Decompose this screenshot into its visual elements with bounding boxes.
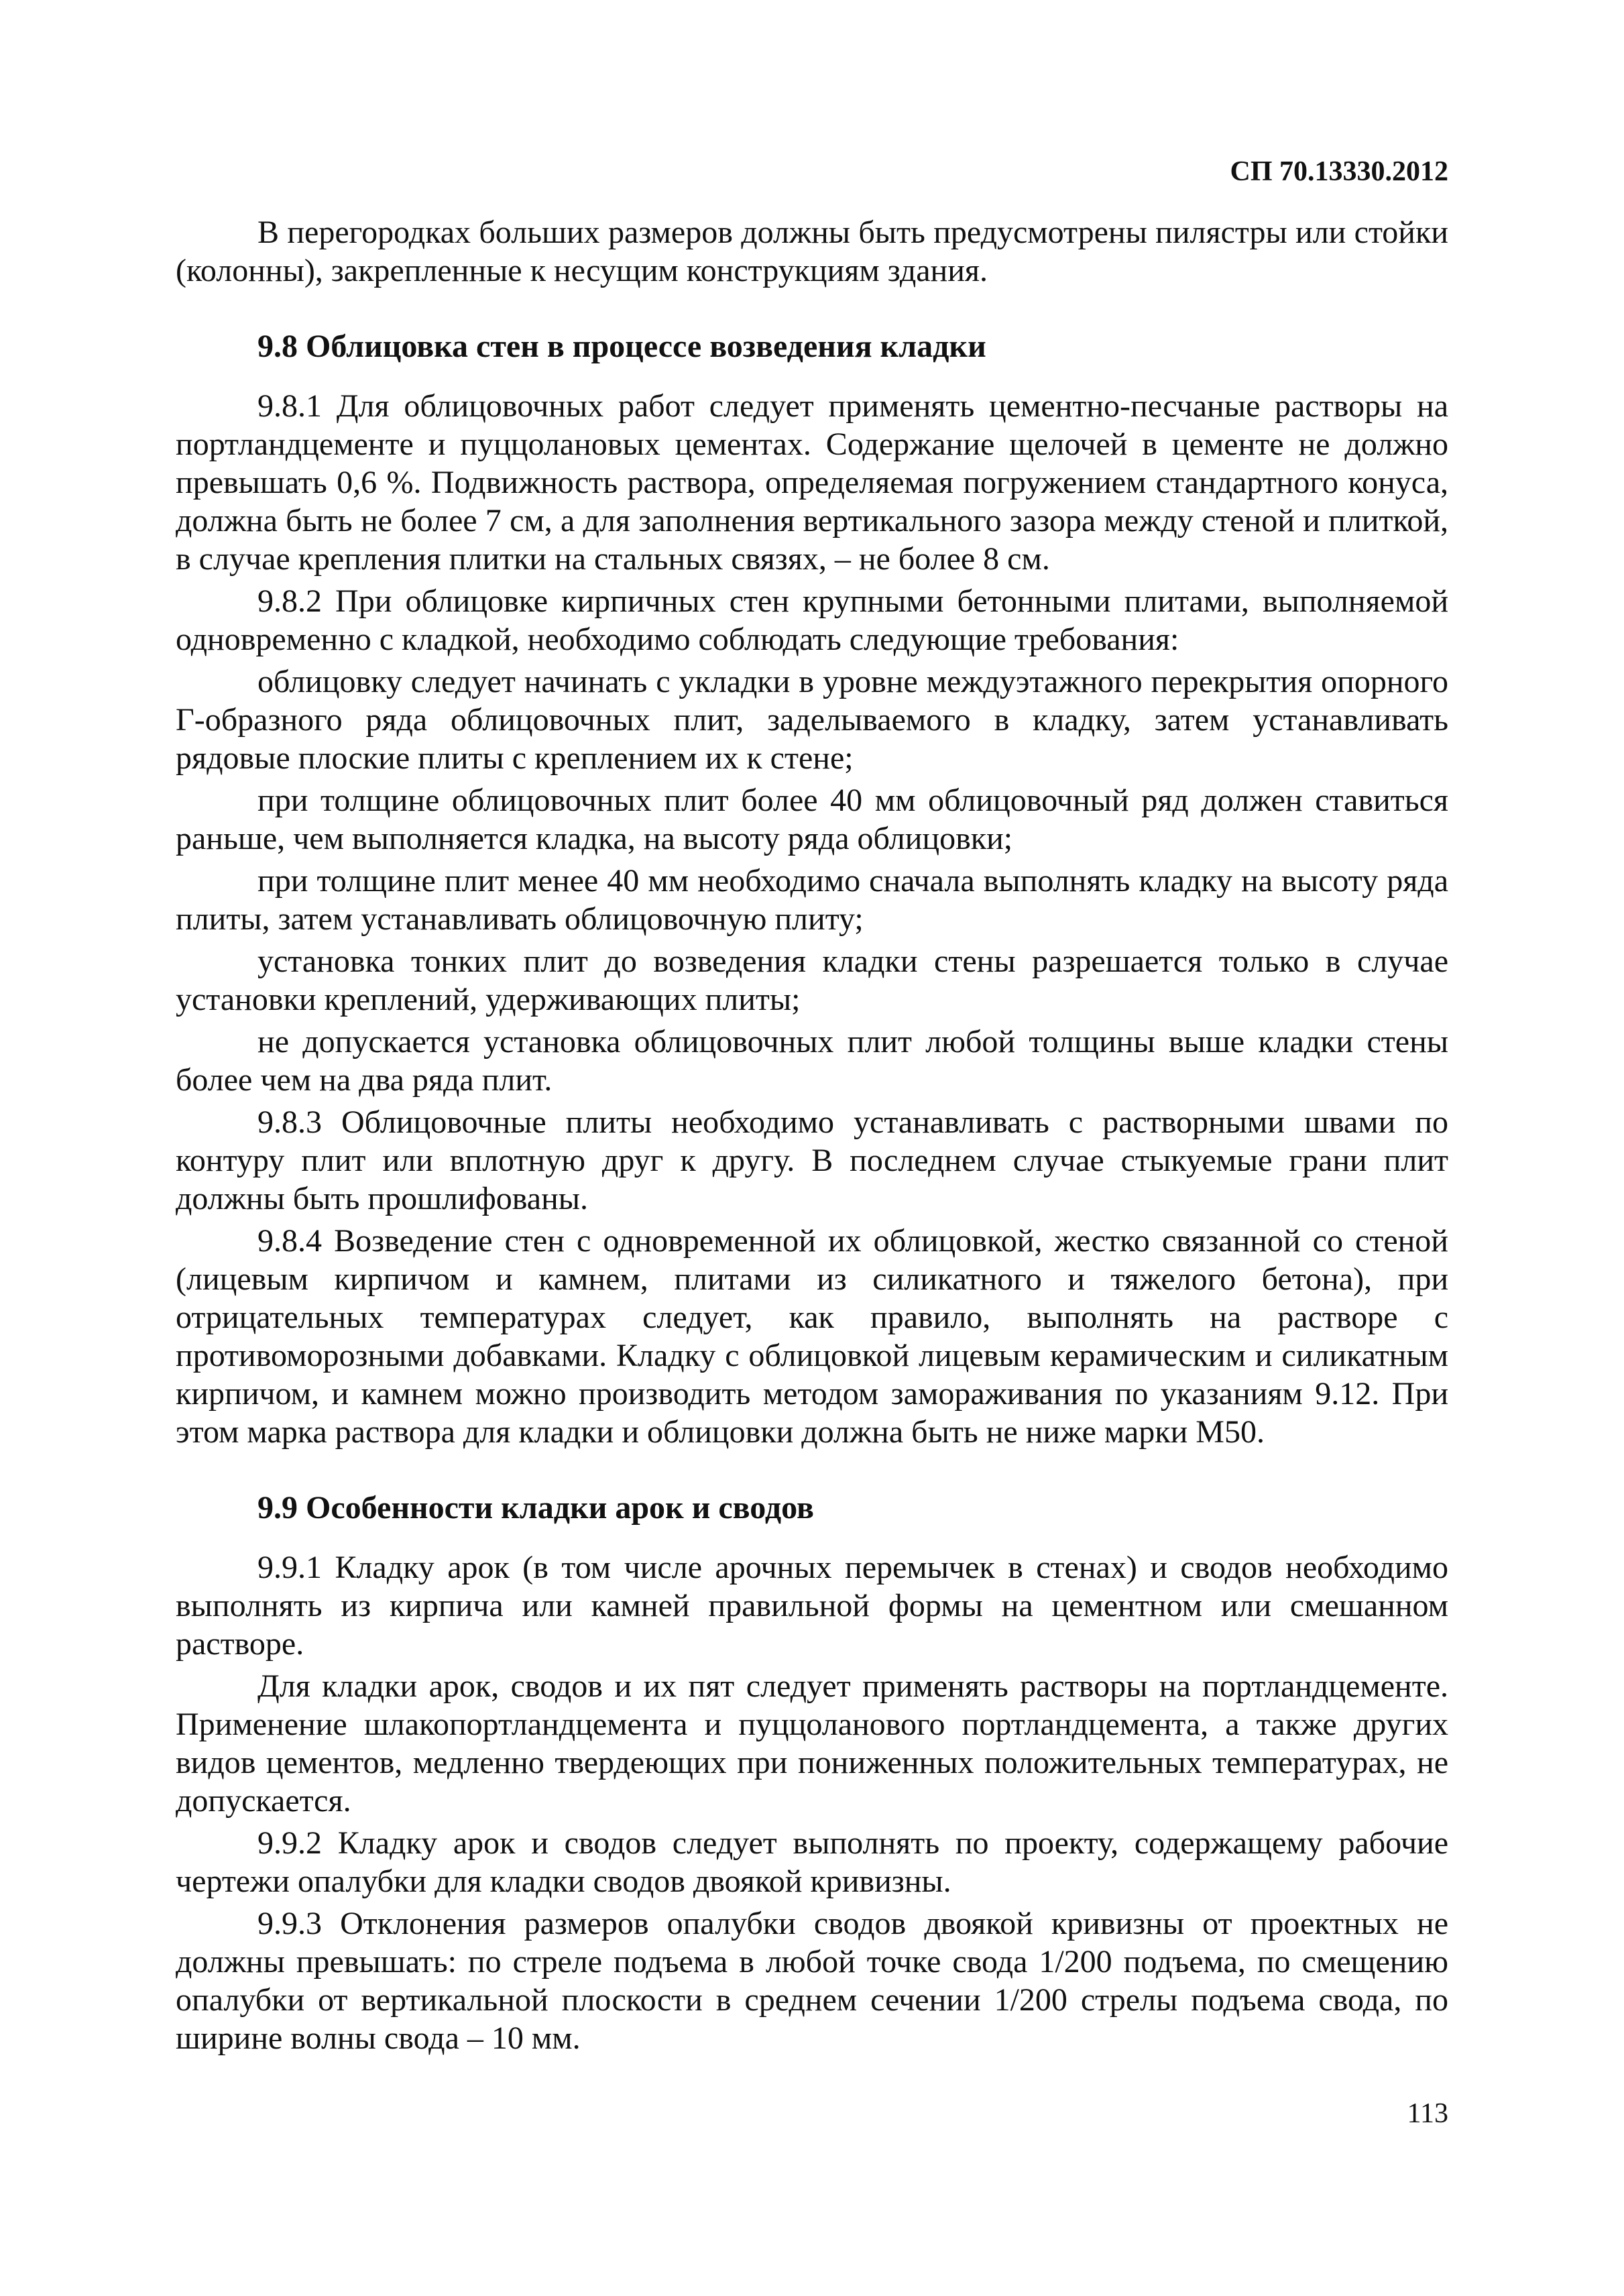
- requirement-item: облицовку следует начинать с укладки в уровне междуэтажного перекрытия опорного Г-образного ряда облицовочных плит, заделываемого в кладку, затем устанавливать рядовые плоские плиты с креплением их к стене;: [176, 664, 1448, 776]
- intro-paragraph: В перегородках больших размеров должны быть предусмотрены пилястры или стойки (колонны), закрепленные к несущим конструкциям здания.: [176, 215, 1448, 288]
- paragraph-9-8-1: 9.8.1 Для облицовочных работ следует применять цементно-песчаные растворы на портландцементе и пуццолановых цементах. Содержание щелочей в цементе не должно превышать 0,6 %. Подвижность раствора, определяемая погружением стандартного конуса, должна быть не более 7 см, а для заполнения вертикального зазора между стеной и плиткой, в случае крепления плитки на стальных связях, – не более 8 см.: [176, 388, 1448, 577]
- document-body: [176, 213, 1448, 2057]
- page-number: 113: [1407, 2098, 1448, 2129]
- document-code: СП 70.13330.2012: [1230, 156, 1448, 187]
- paragraph-9-9-2: 9.9.2 Кладку арок и сводов следует выполнять по проекту, содержащему рабочие чертежи опалубки для кладки сводов двоякой кривизны.: [176, 1825, 1448, 1899]
- section-heading-9-8: 9.8 Облицовка стен в процессе возведения кладки: [257, 329, 986, 364]
- paragraph-9-8-3: 9.8.3 Облицовочные плиты необходимо устанавливать с растворными швами по контуру плит или вплотную друг к другу. В последнем случае стыкуемые грани плит должны быть прошлифованы.: [176, 1104, 1448, 1216]
- requirement-item: установка тонких плит до возведения кладки стены разрешается только в случае установки креплений, удерживающих плиты;: [176, 943, 1448, 1017]
- requirement-item: при толщине облицовочных плит более 40 мм облицовочный ряд должен ставиться раньше, чем выполняется кладка, на высоту ряда облицовки;: [176, 783, 1448, 856]
- requirement-item: не допускается установка облицовочных плит любой толщины выше кладки стены более чем на два ряда плит.: [176, 1024, 1448, 1098]
- requirement-item: при толщине плит менее 40 мм необходимо сначала выполнять кладку на высоту ряда плиты, затем устанавливать облицовочную плиту;: [176, 863, 1448, 937]
- paragraph-mortar-requirements: Для кладки арок, сводов и их пят следует применять растворы на портландцементе. Применение шлакопортландцемента и пуццоланового портландцемента, а также других видов цементов, медленно твердеющих при пониженных положительных температурах, не допускается.: [176, 1668, 1448, 1819]
- paragraph-9-9-1: 9.9.1 Кладку арок (в том числе арочных перемычек в стенах) и сводов необходимо выполнять из кирпича или камней правильной формы на цементном или смешанном растворе.: [176, 1550, 1448, 1662]
- paragraph-9-8-4: 9.8.4 Возведение стен с одновременной их облицовкой, жестко связанной со стеной (лицевым кирпичом и камнем, плитами из силикатного и тяжелого бетона), при отрицательных температурах следует, как правило, выполнять на растворе с противоморозными добавками. Кладку с облицовкой лицевым керамическим и силикатным кирпичом, и камнем можно производить методом замораживания по указаниям 9.12. При этом марка раствора для кладки и облицовки должна быть не ниже марки М50.: [176, 1223, 1448, 1450]
- paragraph-9-9-3: 9.9.3 Отклонения размеров опалубки сводов двоякой кривизны от проектных не должны превышать: по стреле подъема в любой точке свода 1/200 подъема, по смещению опалубки от вертикальной плоскости в среднем сечении 1/200 стрелы подъема свода, по ширине волны свода – 10 мм.: [176, 1906, 1448, 2056]
- section-heading-9-9: 9.9 Особенности кладки арок и сводов: [257, 1490, 814, 1526]
- paragraph-9-8-2: 9.8.2 При облицовке кирпичных стен крупными бетонными плитами, выполняемой одновременно с кладкой, необходимо соблюдать следующие требования:: [176, 583, 1448, 657]
